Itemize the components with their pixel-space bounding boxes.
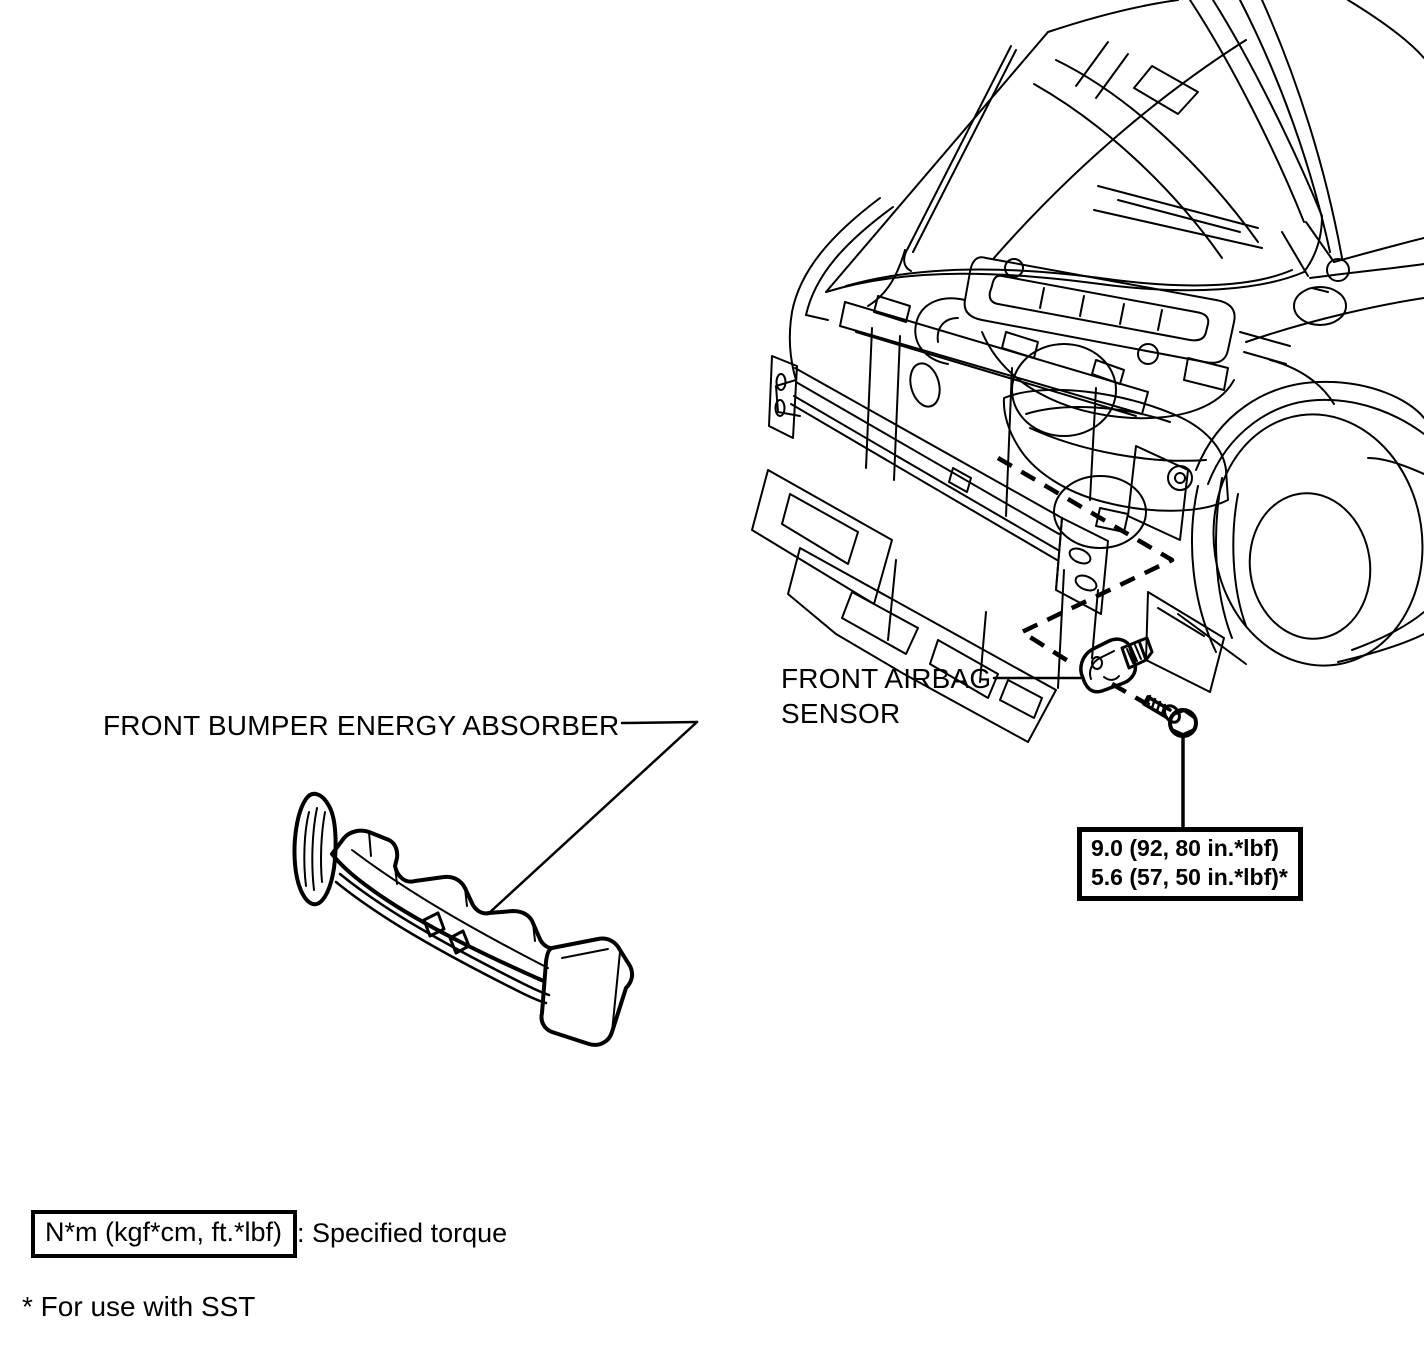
sensor-label <box>781 661 991 731</box>
hood-prop-rod <box>904 46 1016 271</box>
torque-spec-line2: 5.6 (57, 50 in.*lbf)* <box>1091 864 1288 890</box>
torque-spec-line1: 9.0 (92, 80 in.*lbf) <box>1091 835 1279 861</box>
absorber-leader-line <box>488 722 697 914</box>
sensor-bolt <box>1144 696 1196 736</box>
hood <box>826 0 1322 292</box>
windshield-cowl <box>1094 0 1424 342</box>
torque-spec-box <box>1077 827 1303 901</box>
sensor-label-line1: FRONT AIRBAG <box>781 663 992 694</box>
energy-absorber-part <box>294 794 632 1045</box>
absorber-label: FRONT BUMPER ENERGY ABSORBER <box>103 710 620 741</box>
lower-body-right <box>1054 446 1424 692</box>
engine <box>915 257 1349 436</box>
sensor-label-line2: SENSOR <box>781 698 901 729</box>
sst-footnote: * For use with SST <box>22 1291 256 1322</box>
legend-torque-unit-box: N*m (kgf*cm, ft.*lbf) <box>31 1210 297 1258</box>
front-airbag-sensor-part <box>1081 638 1152 692</box>
legend-description: : Specified torque <box>297 1218 508 1248</box>
